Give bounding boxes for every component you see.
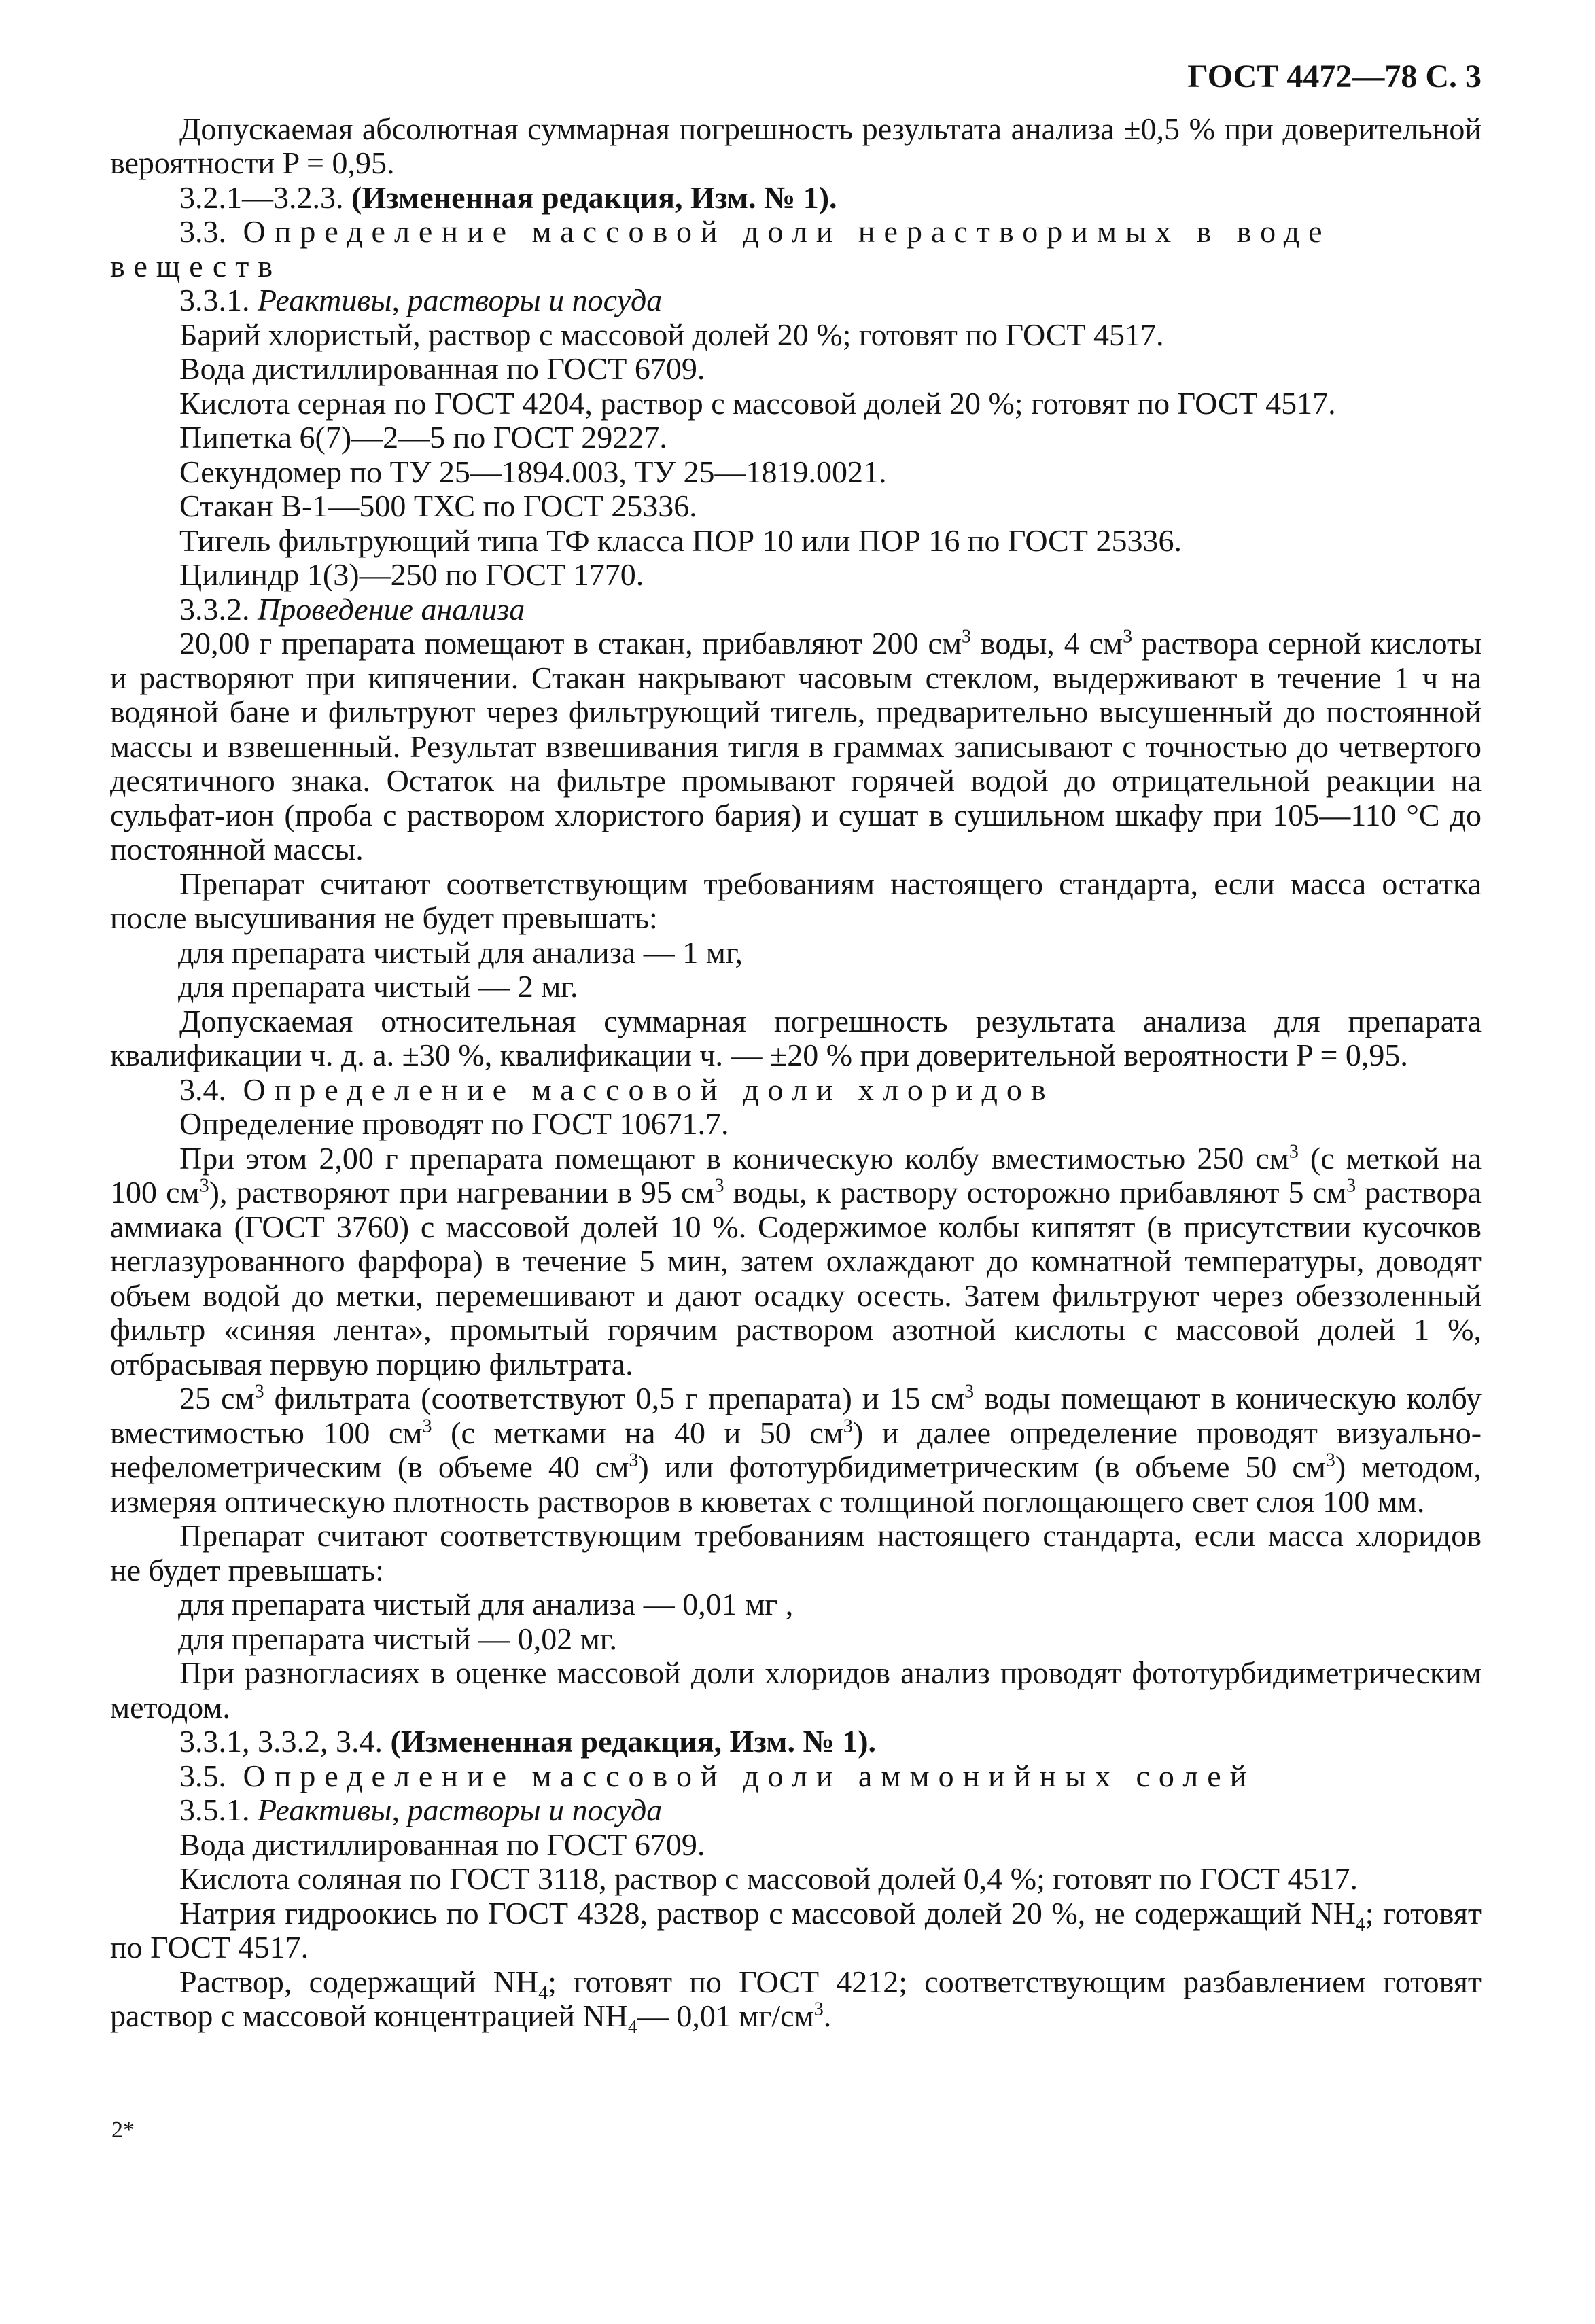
clause-number: 3.4. [179,1072,226,1107]
section-title: Определение массовой доли хлоридов [243,1072,1055,1107]
list-item: Раствор, содержащий $NH_4$; готовят по ГОСТ 4212; соответствующим разбавлением готовят раствор с массовой концентрацией $NH_4—$ 0,01 $мг/см^3$. [110,1964,1482,2039]
amendment-text: (Измененная редакция, Изм. № 1). [351,179,837,215]
subsection-heading [110,1793,1482,1828]
subsection-heading [110,593,1482,627]
paragraph: При этом 2,00 г препарата помещают в коническую колбу вместимостью 250 $см^3$ (с меткой на 100 $см^3$), растворяют при нагревании в 95 $см^3$ воды, к раствору осторожно прибавляют 5 $см^3$ раствора аммиака (ГОСТ 3760) с массовой долей 10 %. Содержимое колбы кипятят (в присутствии кусочков неглазурованного фарфора) в течение 5 мин, затем охлаждают до комнатной температуры, доводят объем водой до метки, перемешивают и дают осадку осесть. Затем фильтруют через обеззоленный фильтр «синяя лента», промытый горячим раствором азотной кислоты с массовой долей 1 %, отбрасывая первую порцию фильтрата. [110,1140,1482,1381]
paragraph: Допускаемая абсолютная суммарная погрешность результата анализа ±0,5 % при доверительной вероятности P = 0,95. [110,111,1482,180]
section-heading [110,215,1482,283]
list-item: Вода дистиллированная по ГОСТ 6709. [179,1827,705,1862]
list-item: Барий хлористый, раствор с массовой долей 20 %; готовят по ГОСТ 4517. [179,317,1164,352]
clause-number: 3.3.2. [179,591,250,627]
page-footer-mark: 2* [111,2117,135,2143]
amendment-text: (Измененная редакция, Изм. № 1). [390,1724,877,1759]
list-item: Секундомер по ТУ 25—1894.003, ТУ 25—1819.0021. [179,454,887,489]
clause-number: 3.3.1, 3.3.2, 3.4. [179,1724,383,1759]
clause-number: 3.2.1—3.2.3. [179,179,344,215]
subsection-title: Проведение анализа [258,591,525,627]
list-item: для препарата чистый для анализа — 1 мг, [178,934,743,970]
clause-number: 3.5.1. [179,1793,250,1827]
list-item: Натрия гидроокись по ГОСТ 4328, раствор с массовой долей 20 %, не содержащий $NH_4$; готовят по ГОСТ 4517. [110,1895,1482,1965]
list-item: Тигель фильтрующий типа ТФ класса ПОР 10 или ПОР 16 по ГОСТ 25336. [179,523,1182,558]
subsection-title: Реактивы, растворы и посуда [258,1793,663,1827]
list-item: для препарата чистый — 0,02 мг. [178,1621,617,1656]
list-item: Пипетка 6(7)—2—5 по ГОСТ 29227. [179,420,667,455]
subsection-heading [110,283,1482,318]
clause-number: 3.3.1. [179,283,250,317]
paragraph: Препарат считают соответствующим требованиям настоящего стандарта, если масса остатка после высушивания не будет превышать: [110,866,1482,935]
paragraph: 20,00 г препарата помещают в стакан, прибавляют 200 $см^3$ воды, 4 $см^3$ раствора серной кислоты и растворяют при кипячении. Стакан накрывают часовым стеклом, выдерживают в течение 1 ч на водяной бане и фильтруют через фильтрующий тигель, предварительно высушенный до постоянной массы и взвешенный. Результат взвешивания тигля в граммах записывают с точностью до четвертого десятичного знака. Остаток на фильтре промывают горячей водой до отрицательной реакции на сульфат-ион (проба с раствором хлористого бария) и сушат в сушильном шкафу при 105—110 °С до постоянной массы. [110,626,1482,866]
clause-number: 3.3. [179,214,226,249]
page-header: ГОСТ 4472—78 С. 3 [1187,58,1482,94]
section-heading [110,1759,1482,1794]
paragraph: Допускаемая относительная суммарная погрешность результата анализа для препарата квалификации ч. д. а. ±30 %, квалификации ч. — ±20 % при доверительной вероятности P = 0,95. [110,1003,1482,1072]
amendment-note [110,1725,1482,1759]
clause-number: 3.5. [179,1758,226,1793]
list-item: Кислота соляная по ГОСТ 3118, раствор с массовой долей 0,4 %; готовят по ГОСТ 4517. [179,1861,1359,1896]
list-item: Вода дистиллированная по ГОСТ 6709. [179,351,705,386]
section-heading [110,1073,1482,1108]
section-title: Определение массовой доли нерастворимых в воде веществ [110,214,1331,283]
list-item: Цилиндр 1(3)—250 по ГОСТ 1770. [179,557,644,592]
list-item: Стакан В-1—500 ТХС по ГОСТ 25336. [179,489,697,523]
section-title: Определение массовой доли аммонийных солей [243,1758,1256,1793]
list-item: Кислота серная по ГОСТ 4204, раствор с массовой долей 20 %; готовят по ГОСТ 4517. [179,385,1336,421]
amendment-note [110,181,1482,215]
subsection-title: Реактивы, растворы и посуда [258,283,663,317]
paragraph: При разногласиях в оценке массовой доли хлоридов анализ проводят фототурбидиметрическим методом. [110,1655,1482,1725]
document-page [110,58,1482,2039]
paragraph: Определение проводят по ГОСТ 10671.7. [179,1106,729,1141]
list-item: для препарата чистый для анализа — 0,01 мг , [178,1587,794,1621]
paragraph: 25 $см^3$ фильтрата (соответствуют 0,5 г препарата) и 15 $см^3$ воды помещают в коническую колбу вместимостью 100 $см^3$ (с метками на 40 и 50 $см^3$) и далее определение проводят визуально-нефелометрическим (в объеме 40 $см^3$) или фототурбидиметрическим (в объеме 50 $см^3$) методом, измеряя оптическую плотность растворов в кюветах с толщиной поглощающего свет слоя 100 мм. [110,1381,1482,1519]
list-item: для препарата чистый — 2 мг. [178,969,578,1004]
paragraph: Препарат считают соответствующим требованиям настоящего стандарта, если масса хлоридов не будет превышать: [110,1518,1482,1587]
